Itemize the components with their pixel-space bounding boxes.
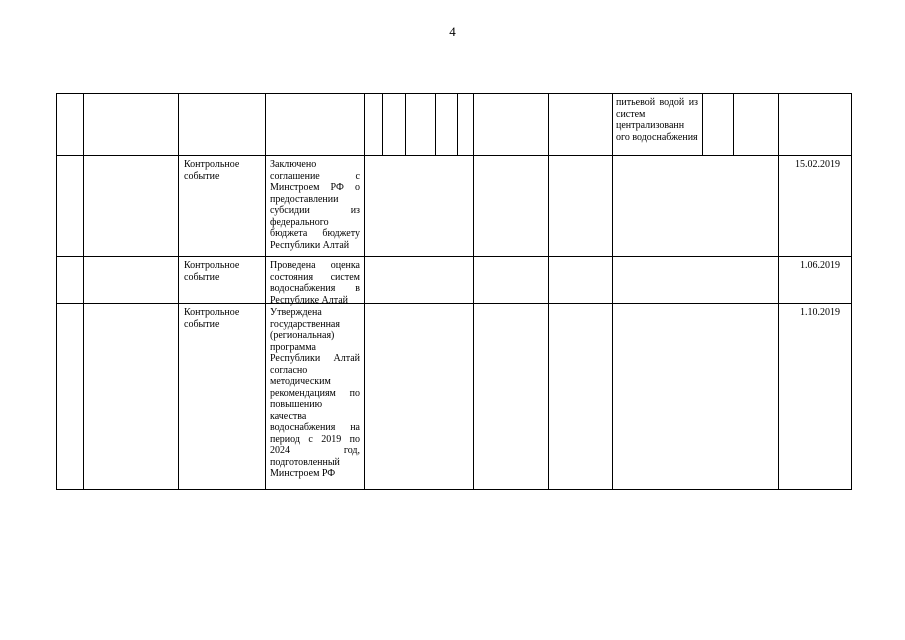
row-1-type: Контрольное событие — [184, 159, 240, 182]
table-column-divider — [473, 94, 474, 490]
row-1-description: Заключено соглашение с Минстроем РФ о предоставлении субсидии из федерального бюджета бюджету Республики Алтай — [270, 159, 360, 251]
table-subcolumn-divider — [405, 94, 406, 156]
row-3-type: Контрольное событие — [184, 307, 240, 330]
page-number: 4 — [449, 24, 456, 39]
table-subcolumn-divider — [457, 94, 458, 156]
table-row-divider — [57, 303, 851, 304]
table-subcolumn-divider — [382, 94, 383, 156]
table-column-divider — [778, 94, 779, 490]
row-2-type: Контрольное событие — [184, 260, 240, 283]
table-column-divider — [178, 94, 179, 490]
table-row-divider — [57, 155, 851, 156]
table-column-divider — [83, 94, 84, 490]
table-subcolumn-divider — [702, 94, 703, 156]
table-subcolumn-divider — [435, 94, 436, 156]
row-2-date: 1.06.2019 — [800, 260, 840, 271]
events-table — [56, 93, 852, 490]
row-2-description: Проведена оценка состояния систем водоснабжения в Республике Алтай — [270, 260, 360, 306]
row-3-date: 1.10.2019 — [800, 307, 840, 318]
indicator-text-cell: питьевой водой из систем централизованн ого водоснабжения — [616, 97, 698, 143]
table-row-divider — [57, 256, 851, 257]
table-column-divider — [612, 94, 613, 490]
table-subcolumn-divider — [733, 94, 734, 156]
row-1-date: 15.02.2019 — [795, 159, 840, 170]
table-column-divider — [364, 94, 365, 490]
table-column-divider — [265, 94, 266, 490]
table-column-divider — [548, 94, 549, 490]
row-3-description: Утверждена государственная (региональная) программа Республики Алтай согласно методическим рекомендациям по повышению качества водоснабжения на период с 2019 по 2024 год, подготовленный Минстроем РФ — [270, 307, 360, 479]
